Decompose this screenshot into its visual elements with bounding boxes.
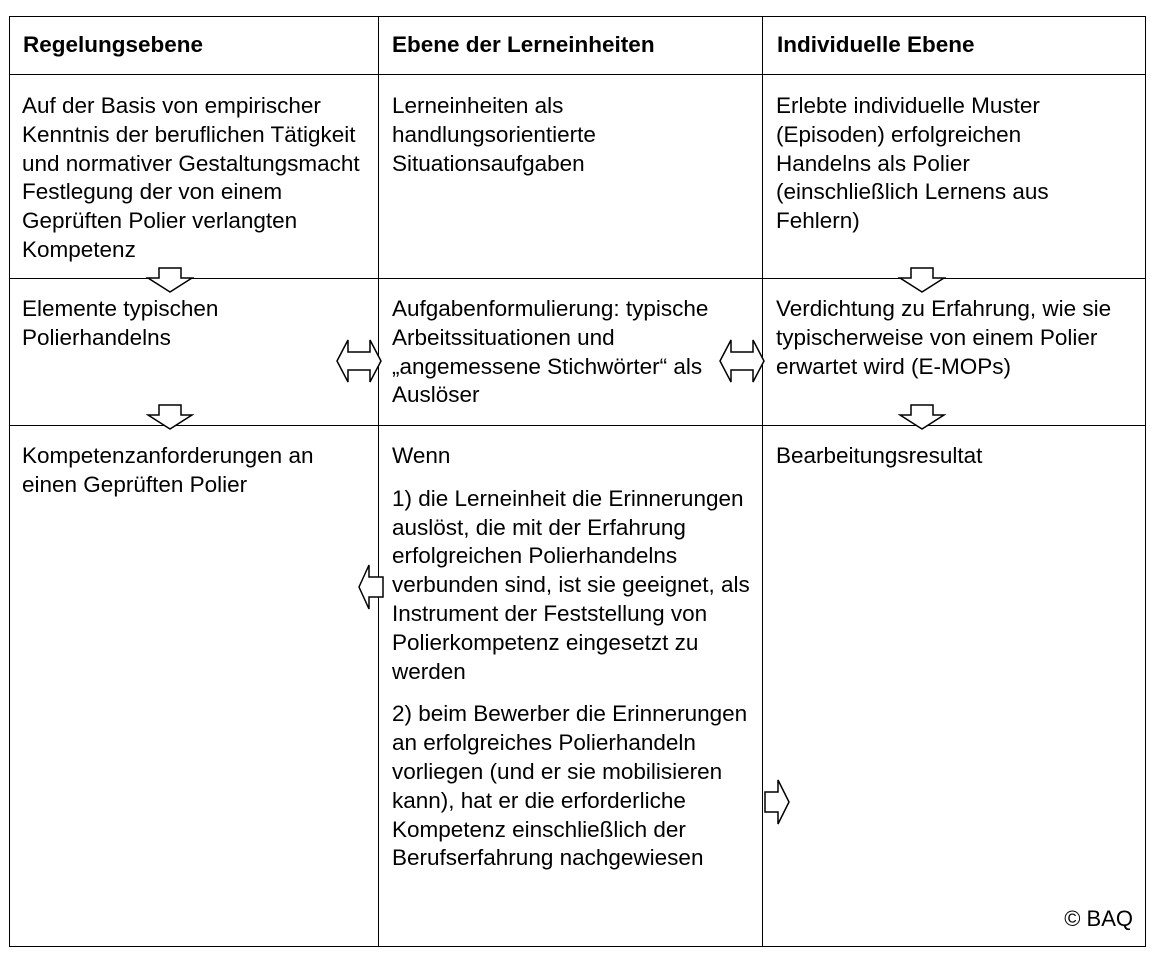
copyright-notice: © BAQ	[1064, 906, 1133, 931]
cell-row3-individuell: Bearbeitungsresultat	[776, 443, 983, 468]
arrow-left-icon	[357, 563, 385, 611]
arrow-right-icon	[763, 778, 791, 826]
double-arrow-icon	[335, 337, 383, 385]
arrow-down-icon	[146, 267, 194, 293]
arrow-down-icon	[898, 267, 946, 293]
cell-row3-regelungsebene: Kompetenzanforderungen an einen Geprüften Polier	[22, 443, 314, 497]
condition-intro: Wenn	[392, 443, 451, 468]
cell-row2-regelungsebene: Elemente typischen Polierhandelns	[22, 296, 219, 350]
condition-point-2: 2) beim Bewerber die Erinnerungen an erfolgreiches Polierhandeln vorliegen (und er sie mobilisieren kann), hat er die erforderliche Kompetenz einschließlich der Berufserfahrung nachgewiesen	[392, 701, 748, 871]
header-ebene-lerneinheiten: Ebene der Lerneinheiten	[392, 32, 655, 57]
cell-row3-lerneinheiten	[392, 442, 752, 887]
cell-row2-lerneinheiten: Aufgabenformulierung: typische Arbeitssituationen und „angemessene Stichwörter“ als Auslöser	[392, 296, 709, 408]
cell-row1-regelungsebene: Auf der Basis von empirischer Kenntnis der beruflichen Tätigkeit und normativer Gestaltungsmacht Festlegung der von einem Geprüften Polier verlangten Kompetenz	[22, 93, 360, 262]
double-arrow-icon	[718, 337, 766, 385]
arrow-down-icon	[898, 404, 946, 430]
cell-row2-individuell: Verdichtung zu Erfahrung, wie sie typischerweise von einem Polier erwartet wird (E-MOPs)	[776, 296, 1112, 379]
header-regelungsebene: Regelungsebene	[23, 32, 204, 57]
condition-point-1: 1) die Lerneinheit die Erinnerungen auslöst, die mit der Erfahrung erfolgreichen Polierhandelns verbunden sind, ist sie geeignet, als Instrument der Feststellung von Polierkompetenz eingesetzt zu werden	[392, 485, 750, 684]
arrow-down-icon	[146, 404, 194, 430]
header-individuelle-ebene: Individuelle Ebene	[777, 32, 975, 57]
cell-row1-lerneinheiten: Lerneinheiten als handlungsorientierte Situationsaufgaben	[392, 93, 596, 176]
cell-row1-individuell: Erlebte individuelle Muster (Episoden) erfolgreichen Handelns als Polier (einschließlich Lernens aus Fehlern)	[776, 93, 1049, 234]
header-divider	[9, 74, 1146, 75]
column-divider-1	[378, 16, 379, 947]
